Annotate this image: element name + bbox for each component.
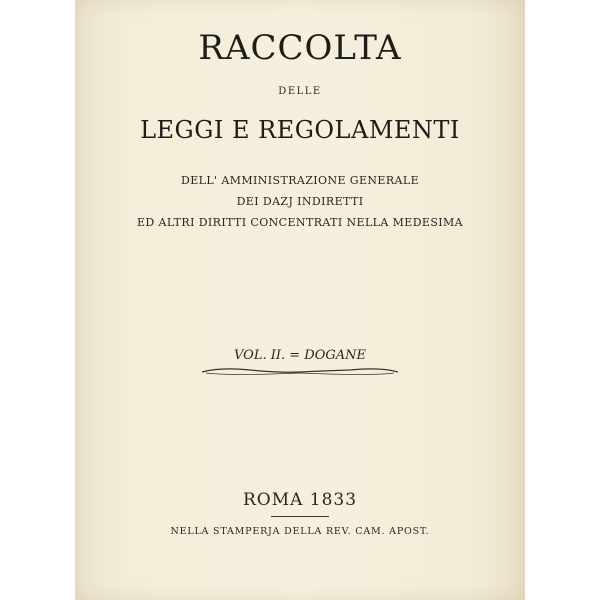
printer-imprint: NELLA STAMPERJA DELLA REV. CAM. APOST. [170, 526, 430, 537]
volume-label [75, 348, 525, 363]
title-page [75, 0, 525, 600]
subtitle-line: ED ALTRI DIRITTI CONCENTRATI NELLA MEDESIMA [136, 216, 464, 229]
subject-title: LEGGI E REGOLAMENTI [140, 116, 460, 144]
main-title: RACCOLTA [198, 28, 402, 68]
short-rule [271, 516, 329, 517]
volume-text: VOL. II. = DOGANE [234, 348, 366, 363]
subtitle-line: DELL' AMMINISTRAZIONE GENERALE [180, 174, 420, 187]
title-connector: DELLE [278, 86, 322, 97]
ornamental-rule [200, 366, 400, 378]
place-and-year: ROMA 1833 [242, 490, 358, 510]
subtitle-line: DEI DAZJ INDIRETTI [236, 195, 364, 208]
